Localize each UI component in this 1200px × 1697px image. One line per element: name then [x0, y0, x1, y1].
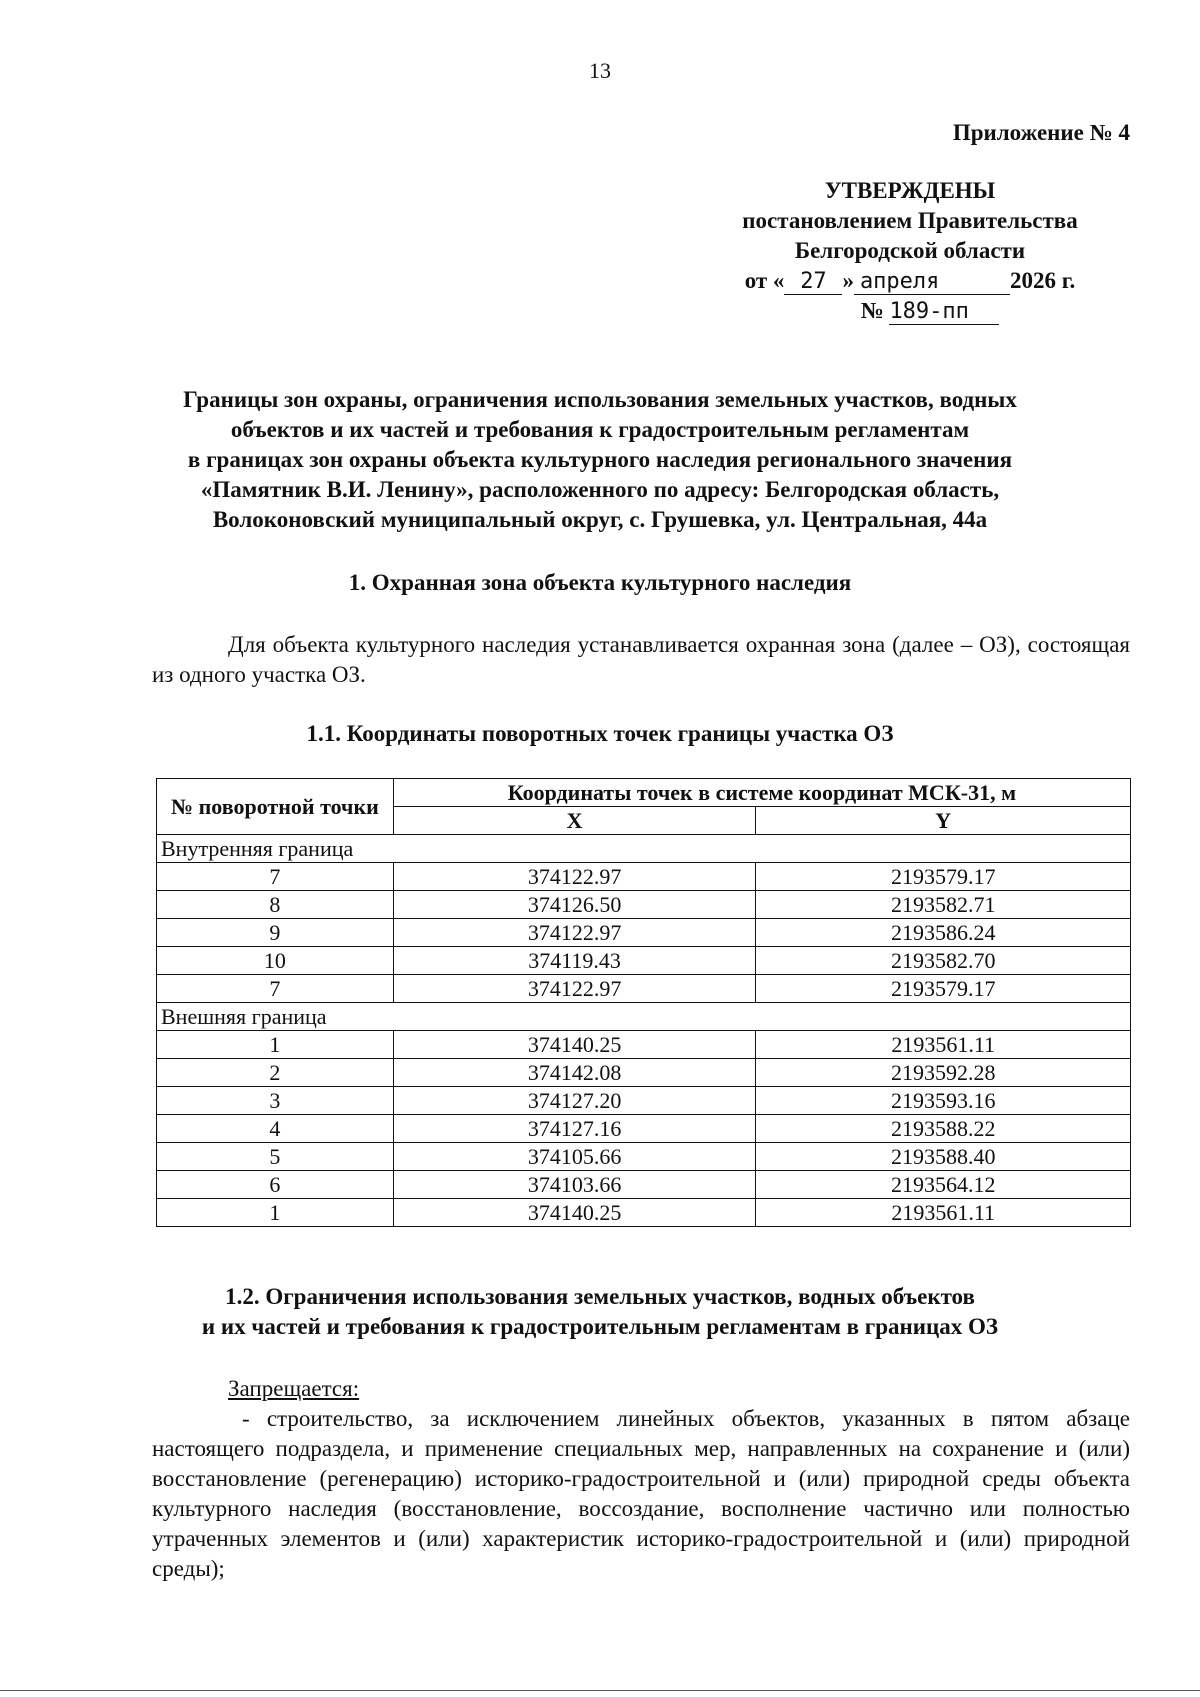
cell-point: 8 [157, 891, 394, 919]
cell-y: 2193561.11 [756, 1031, 1131, 1059]
table-row [157, 1087, 1131, 1115]
page-bottom-edge [0, 1690, 1200, 1691]
header-coordinates: Координаты точек в системе координат МСК-31, м [393, 779, 1130, 807]
cell-x: 374140.25 [393, 1199, 756, 1227]
title-line: Границы зон охраны, ограничения использования земельных участков, водных [183, 387, 1017, 412]
cell-x: 374142.08 [393, 1059, 756, 1087]
table-row [157, 947, 1131, 975]
approved-date [690, 266, 1130, 296]
cell-point: 6 [157, 1171, 394, 1199]
table-row [157, 975, 1131, 1003]
title-line: объектов и их частей и требования к градостроительным регламентам [230, 417, 970, 442]
title-line: Волоконовский муниципальный округ, с. Грушевка, ул. Центральная, 44а [212, 507, 988, 532]
forbidden-section [152, 1374, 1130, 1584]
group-outer-boundary: Внешняя граница [157, 1003, 1131, 1031]
header-y: Y [756, 807, 1131, 835]
cell-x: 374122.97 [393, 863, 756, 891]
cell-y: 2193588.22 [756, 1115, 1131, 1143]
section1-paragraph-text: Для объекта культурного наследия устанавливается охранная зона (далее – ОЗ), состоящая из одного участка ОЗ. [152, 632, 1130, 687]
forbidden-item: - строительство, за исключением линейных объектов, указанных в пятом абзаце настоящего подраздела, и применение специальных мер, направленных на сохранение и (или) восстановление (регенерацию) историко-градостроительной и (или) природной среды объекта культурного наследия (восстановление, воссоздание, восполнение частично или полностью утраченных элементов и (или) характеристик историко-градостроительной и (или) природной среды); [152, 1406, 1130, 1581]
header-x: X [393, 807, 756, 835]
date-mid: » [842, 268, 854, 293]
cell-x: 374122.97 [393, 975, 756, 1003]
coordinates-table [156, 778, 1131, 1227]
approved-line1: постановлением Правительства [742, 208, 1078, 233]
cell-x: 374126.50 [393, 891, 756, 919]
cell-point: 9 [157, 919, 394, 947]
document-title [120, 385, 1080, 535]
header-point-number: № поворотной точки [157, 779, 394, 835]
forbidden-label: Запрещается: [228, 1376, 360, 1401]
table-row [157, 1059, 1131, 1087]
cell-y: 2193561.11 [756, 1199, 1131, 1227]
section12-heading [120, 1282, 1080, 1342]
section1-heading: 1. Охранная зона объекта культурного наследия [348, 570, 852, 595]
date-year: 2026 г. [1009, 268, 1076, 293]
cell-point: 4 [157, 1115, 394, 1143]
table-row [157, 1171, 1131, 1199]
table-row [157, 919, 1131, 947]
cell-point: 1 [157, 1031, 394, 1059]
page-number: 13 [589, 58, 611, 83]
cell-x: 374103.66 [393, 1171, 756, 1199]
cell-point: 1 [157, 1199, 394, 1227]
cell-point: 7 [157, 975, 394, 1003]
cell-point: 10 [157, 947, 394, 975]
section12-heading-line: 1.2. Ограничения использования земельных участков, водных объектов [225, 1284, 975, 1309]
section12-heading-line: и их частей и требования к градостроительным регламентам в границах ОЗ [201, 1314, 999, 1339]
cell-point: 5 [157, 1143, 394, 1171]
cell-x: 374140.25 [393, 1031, 756, 1059]
title-line: «Памятник В.И. Ленину», расположенного по адресу: Белгородская область, [200, 477, 1000, 502]
number-value: 189-пп [889, 299, 969, 324]
section1-paragraph [152, 630, 1130, 690]
date-prefix: от « [744, 268, 785, 293]
title-line: в границах зон охраны объекта культурного наследия регионального значения [187, 447, 1013, 472]
table-row [157, 1199, 1131, 1227]
section11-heading: 1.1. Координаты поворотных точек границы участка ОЗ [306, 721, 894, 746]
approved-heading: УТВЕРЖДЕНЫ [824, 178, 996, 203]
cell-y: 2193592.28 [756, 1059, 1131, 1087]
date-day: 27 [800, 269, 827, 294]
cell-x: 374119.43 [393, 947, 756, 975]
cell-y: 2193582.70 [756, 947, 1131, 975]
cell-point: 2 [157, 1059, 394, 1087]
table-row [157, 863, 1131, 891]
cell-x: 374122.97 [393, 919, 756, 947]
group-inner-boundary: Внутренняя граница [157, 835, 1131, 863]
cell-y: 2193593.16 [756, 1087, 1131, 1115]
table-row [157, 1031, 1131, 1059]
cell-x: 374127.20 [393, 1087, 756, 1115]
approved-number [690, 296, 1130, 326]
cell-y: 2193588.40 [756, 1143, 1131, 1171]
table-row [157, 1115, 1131, 1143]
approved-line2: Белгородской области [794, 238, 1026, 263]
appendix-label: Приложение № 4 [952, 120, 1130, 145]
cell-x: 374105.66 [393, 1143, 756, 1171]
date-month: апреля [859, 269, 940, 294]
table-row [157, 891, 1131, 919]
cell-y: 2193586.24 [756, 919, 1131, 947]
cell-x: 374127.16 [393, 1115, 756, 1143]
cell-y: 2193582.71 [756, 891, 1131, 919]
table-row [157, 1143, 1131, 1171]
cell-y: 2193579.17 [756, 975, 1131, 1003]
cell-y: 2193564.12 [756, 1171, 1131, 1199]
cell-y: 2193579.17 [756, 863, 1131, 891]
number-prefix: № [860, 298, 884, 323]
cell-point: 7 [157, 863, 394, 891]
cell-point: 3 [157, 1087, 394, 1115]
